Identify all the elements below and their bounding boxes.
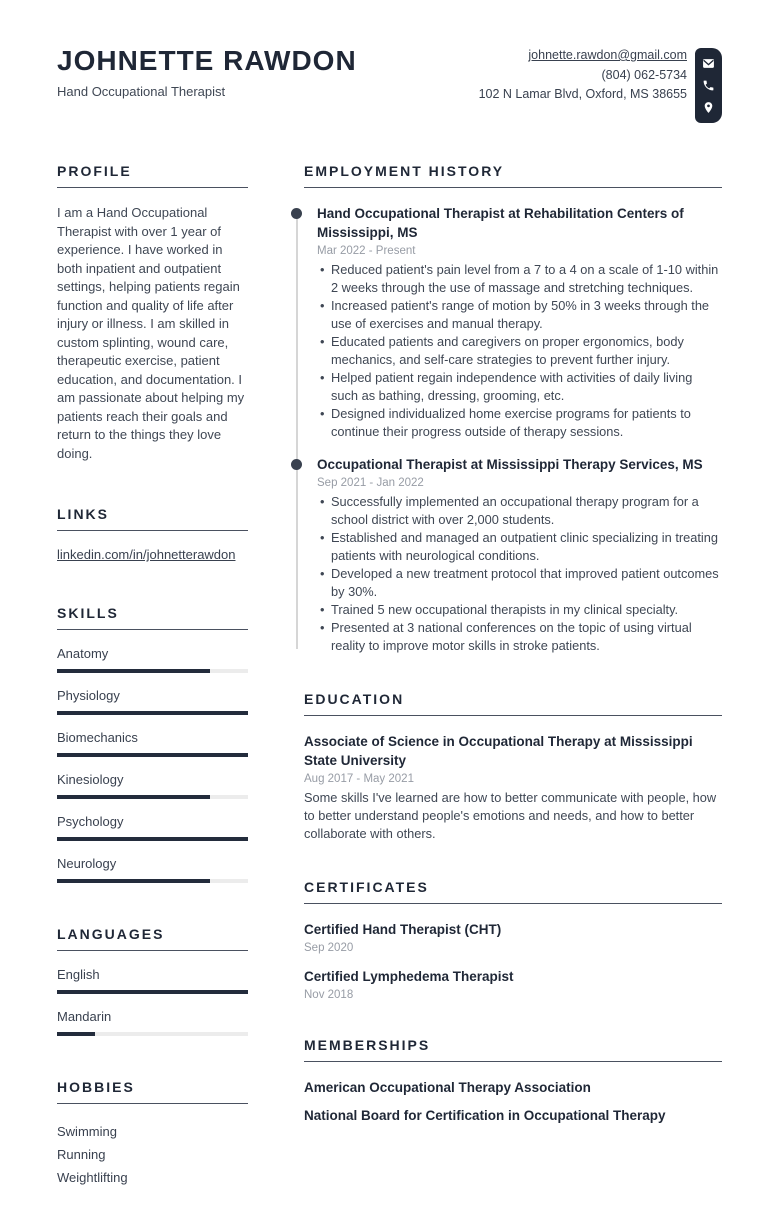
languages-list <box>57 967 248 1036</box>
education-heading: EDUCATION <box>304 691 722 716</box>
skill-label: Biomechanics <box>57 730 138 745</box>
skill-bar-track <box>57 753 248 757</box>
memberships-heading: MEMBERSHIPS <box>304 1037 722 1062</box>
languages-section <box>57 926 248 1036</box>
skill-bar-fill <box>57 795 210 799</box>
education-degree: Associate of Science in Occupational Therapy at Mississippi State University <box>304 734 693 768</box>
job-bullets <box>317 261 722 441</box>
certificate-title: Certified Lymphedema Therapist <box>304 969 514 984</box>
memberships-section <box>304 1037 722 1125</box>
job-bullet: • Reduced patient's pain level from a 7 to a 4 on a scale of 1-10 within 2 weeks through the use of massage and stretching techniques. <box>317 261 722 297</box>
person-job-title: Hand Occupational Therapist <box>57 83 226 99</box>
skill-bar-track <box>57 795 248 799</box>
phone-icon <box>702 79 715 92</box>
certificate-item <box>304 920 722 954</box>
languages-heading: LANGUAGES <box>57 926 248 951</box>
header <box>57 46 722 123</box>
language-bar-track <box>57 1032 248 1036</box>
skill-bar-fill <box>57 837 248 841</box>
job-bullet: • Established and managed an outpatient clinic specializing in treating patients with neurological conditions. <box>317 529 722 565</box>
job-entry <box>304 455 722 655</box>
skill-bar-track <box>57 711 248 715</box>
skill-label: Physiology <box>57 688 120 703</box>
certificate-item <box>304 967 722 1001</box>
education-dates: Aug 2017 - May 2021 <box>304 773 414 785</box>
timeline-dot <box>291 208 302 219</box>
job-bullet: • Trained 5 new occupational therapists in my clinical specialty. <box>317 601 722 619</box>
contact-icon-panel <box>695 48 722 123</box>
contact-phone: (804) 062-5734 <box>601 67 687 82</box>
certificates-section <box>304 879 722 1001</box>
employment-timeline <box>304 204 722 655</box>
skill-item <box>57 772 248 799</box>
education-section <box>304 691 722 843</box>
skill-label: Psychology <box>57 814 124 829</box>
language-bar-fill <box>57 1032 95 1036</box>
skill-item <box>57 688 248 715</box>
mail-icon <box>702 57 715 70</box>
education-description: Some skills I've learned are how to better communicate with people, how to better understand people's emotions and needs, and how to better collaborate with others. <box>304 790 717 841</box>
language-label: English <box>57 967 100 982</box>
job-bullet: • Developed a new treatment protocol that improved patient outcomes by 30%. <box>317 565 722 601</box>
job-bullet: • Presented at 3 national conferences on the topic of using virtual reality to improve motor skills in stroke patients. <box>317 619 722 655</box>
employment-section <box>304 163 722 655</box>
language-item <box>57 1009 248 1036</box>
hobbies-list <box>57 1120 248 1189</box>
certificates-heading: CERTIFICATES <box>304 879 722 904</box>
job-dates: Sep 2021 - Jan 2022 <box>317 477 424 489</box>
membership-item: American Occupational Therapy Association <box>304 1080 591 1095</box>
job-bullet: • Successfully implemented an occupational therapy program for a school district with over 2,000 students. <box>317 493 722 529</box>
job-bullet: • Designed individualized home exercise programs for patients to continue their progress outside of therapy sessions. <box>317 405 722 441</box>
language-label: Mandarin <box>57 1009 112 1024</box>
linkedin-link[interactable]: linkedin.com/in/johnetterawdon <box>57 547 236 562</box>
job-bullet: • Helped patient regain independence with activities of daily living such as bathing, dressing, grooming, etc. <box>317 369 722 405</box>
skill-label: Anatomy <box>57 646 109 661</box>
links-section <box>57 506 248 562</box>
skill-item <box>57 646 248 673</box>
skills-section <box>57 605 248 883</box>
job-title: Occupational Therapist at Mississippi Therapy Services, MS <box>317 457 703 472</box>
hobby-item: Running <box>57 1147 106 1162</box>
skill-label: Neurology <box>57 856 117 871</box>
sidebar <box>57 163 248 1232</box>
skills-list <box>57 646 248 883</box>
certificate-dates: Sep 2020 <box>304 942 354 954</box>
email-link[interactable]: johnette.rawdon@gmail.com <box>528 48 687 62</box>
job-entry <box>304 204 722 441</box>
skill-label: Kinesiology <box>57 772 124 787</box>
links-list <box>57 547 248 562</box>
profile-section <box>57 163 248 463</box>
links-heading: LINKS <box>57 506 248 531</box>
skill-item <box>57 814 248 841</box>
skill-bar-track <box>57 669 248 673</box>
location-icon <box>702 101 715 114</box>
skills-heading: SKILLS <box>57 605 248 630</box>
certificate-dates: Nov 2018 <box>304 989 354 1001</box>
skill-bar-fill <box>57 879 210 883</box>
hobbies-section <box>57 1079 248 1189</box>
job-bullet: • Increased patient's range of motion by 50% in 3 weeks through the use of exercises and manual therapy. <box>317 297 722 333</box>
job-title: Hand Occupational Therapist at Rehabilitation Centers of Mississippi, MS <box>317 206 684 240</box>
main-column <box>304 163 722 1232</box>
language-bar-track <box>57 990 248 994</box>
skill-bar-track <box>57 837 248 841</box>
content-columns <box>57 163 722 1232</box>
timeline-line <box>296 216 298 649</box>
language-item <box>57 967 248 994</box>
person-name: JOHNETTE RAWDON <box>57 45 357 76</box>
skill-bar-fill <box>57 711 248 715</box>
job-bullet: • Educated patients and caregivers on proper ergonomics, body mechanics, and self-care strategies to prevent further injury. <box>317 333 722 369</box>
skill-item <box>57 856 248 883</box>
job-dates: Mar 2022 - Present <box>317 245 416 257</box>
certificates-list <box>304 920 722 1001</box>
contact-email-row <box>479 46 687 66</box>
employment-heading: EMPLOYMENT HISTORY <box>304 163 722 188</box>
certificate-title: Certified Hand Therapist (CHT) <box>304 922 502 937</box>
contact-lines <box>479 46 687 105</box>
job-bullets <box>317 493 722 655</box>
hobbies-heading: HOBBIES <box>57 1079 248 1104</box>
timeline-dot <box>291 459 302 470</box>
skill-bar-fill <box>57 669 210 673</box>
skill-bar-track <box>57 879 248 883</box>
skill-bar-fill <box>57 753 248 757</box>
skill-item <box>57 730 248 757</box>
memberships-list <box>304 1078 722 1125</box>
hobby-item: Weightlifting <box>57 1170 128 1185</box>
membership-item: National Board for Certification in Occupational Therapy <box>304 1108 666 1123</box>
header-identity <box>57 46 357 99</box>
language-bar-fill <box>57 990 248 994</box>
contact-address: 102 N Lamar Blvd, Oxford, MS 38655 <box>478 87 687 101</box>
header-contact <box>479 46 722 123</box>
profile-heading: PROFILE <box>57 163 248 188</box>
profile-text: I am a Hand Occupational Therapist with over 1 year of experience. I have worked in both inpatient and outpatient settings, helping patients regain function and quality of life after injury or illness. I am skilled in custom splinting, wound care, therapeutic exercise, patient education, and documentation. I am passionate about helping my patients reach their goals and return to the things they love doing. <box>57 205 245 461</box>
hobby-item: Swimming <box>57 1124 117 1139</box>
